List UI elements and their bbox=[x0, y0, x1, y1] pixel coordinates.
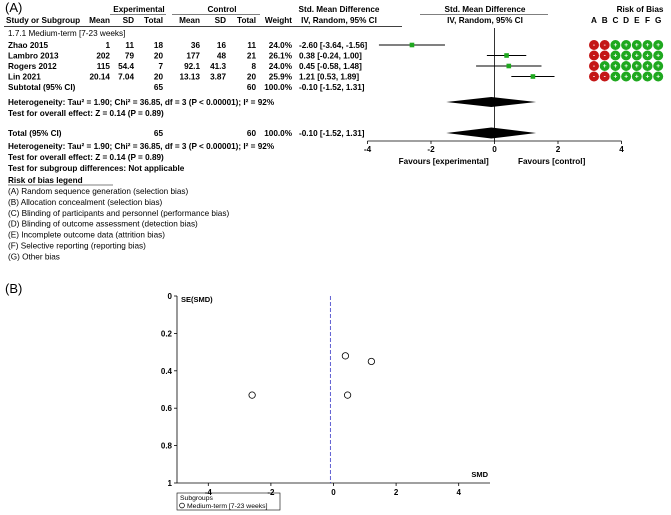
heterogeneity-total: Heterogeneity: Tau² = 1.90; Chi² = 36.85, df = 3 (P < 0.00001); I² = 92% bbox=[8, 142, 275, 151]
study-ctl-total: 20 bbox=[246, 72, 256, 82]
header-ctl-total: Total bbox=[237, 16, 256, 25]
bias-symbol: + bbox=[624, 52, 628, 60]
header-smd-left: Std. Mean Difference bbox=[298, 5, 380, 14]
header-risk-of-bias: Risk of Bias bbox=[616, 5, 664, 14]
bias-symbol: + bbox=[656, 42, 661, 50]
study-weight: 24.0% bbox=[268, 41, 292, 50]
funnel-legend-title: Subgroups bbox=[180, 495, 213, 502]
study-exp-total: 18 bbox=[153, 41, 163, 50]
favours-control-label: Favours [control] bbox=[517, 157, 586, 166]
study-exp-mean: 1 bbox=[105, 41, 110, 50]
funnel-legend-marker bbox=[180, 503, 185, 508]
study-name: Zhao 2015 bbox=[8, 41, 49, 50]
total-label: Total (95% CI) bbox=[8, 129, 62, 138]
subgroup-title: 1.7.1 Medium-term [7-23 weeks] bbox=[8, 29, 126, 38]
study-ctl-total: 21 bbox=[246, 51, 256, 61]
subtotal-exp-total: 65 bbox=[153, 83, 163, 92]
total-weight: 100.0% bbox=[264, 129, 292, 138]
study-exp-mean: 20.14 bbox=[89, 72, 110, 82]
bias-symbol: + bbox=[613, 73, 618, 81]
total-exp-total: 65 bbox=[153, 129, 163, 138]
funnel-x-tick-label: 0 bbox=[331, 488, 336, 497]
overall-effect-total: Test for overall effect: Z = 0.14 (P = 0.89) bbox=[8, 153, 164, 162]
bias-symbol: + bbox=[624, 42, 628, 50]
study-exp-sd: 54.4 bbox=[118, 62, 134, 71]
study-ci: 0.38 [-0.24, 1.00] bbox=[299, 51, 362, 61]
overall-effect-subtotal: Test for overall effect: Z = 0.14 (P = 0.89) bbox=[8, 109, 164, 118]
bias-letter-D: D bbox=[623, 16, 630, 25]
risk-of-bias-legend-item: (B) Allocation concealment (selection bias) bbox=[8, 197, 163, 207]
bias-letter-G: G bbox=[655, 16, 662, 25]
funnel-point bbox=[342, 353, 348, 359]
bias-symbol: + bbox=[613, 63, 618, 71]
study-ci: 0.45 [-0.58, 1.48] bbox=[299, 62, 362, 71]
study-exp-mean: 115 bbox=[96, 62, 110, 71]
study-ci: 1.21 [0.53, 1.89] bbox=[299, 72, 360, 82]
forest-x-tick-label: -4 bbox=[363, 145, 372, 154]
bias-symbol: + bbox=[656, 52, 661, 60]
funnel-y-tick-label: 0.2 bbox=[160, 329, 172, 339]
subgroup-differences: Test for subgroup differences: Not applicable bbox=[8, 164, 185, 173]
funnel-y-tick-label: 1 bbox=[167, 479, 172, 488]
header-method-right: IV, Random, 95% CI bbox=[447, 16, 523, 25]
total-ctl-total: 60 bbox=[246, 129, 256, 138]
funnel-y-tick-label: 0.4 bbox=[160, 366, 172, 376]
bias-symbol: + bbox=[634, 73, 639, 81]
bias-symbol: + bbox=[624, 63, 628, 71]
bias-symbol: + bbox=[645, 73, 650, 81]
bias-symbol: - bbox=[592, 42, 596, 50]
panel-a-label: (A) bbox=[5, 0, 23, 15]
funnel-x-tick-label: -2 bbox=[267, 488, 275, 497]
bias-letter-E: E bbox=[634, 16, 640, 25]
header-exp-total: Total bbox=[144, 16, 163, 25]
funnel-x-tick-label: 4 bbox=[456, 488, 461, 497]
study-weight: 24.0% bbox=[268, 62, 292, 71]
bias-symbol: - bbox=[592, 63, 596, 71]
bias-letter-A: A bbox=[591, 16, 597, 25]
funnel-point bbox=[249, 392, 255, 398]
study-exp-mean: 202 bbox=[96, 51, 110, 61]
bias-symbol: + bbox=[602, 63, 607, 71]
study-exp-sd: 79 bbox=[124, 51, 134, 61]
study-name: Rogers 2012 bbox=[8, 62, 57, 71]
header-exp-mean: Mean bbox=[89, 16, 110, 25]
forest-x-tick-label: 4 bbox=[619, 145, 624, 154]
bias-symbol: + bbox=[613, 52, 618, 60]
total-ci: -0.10 [-1.52, 1.31] bbox=[299, 129, 365, 138]
risk-of-bias-legend-item: (F) Selective reporting (reporting bias) bbox=[8, 241, 146, 251]
header-exp-sd: SD bbox=[122, 16, 134, 25]
funnel-y-tick-label: 0 bbox=[167, 292, 172, 301]
funnel-point bbox=[368, 358, 374, 364]
header-smd-right: Std. Mean Difference bbox=[444, 5, 526, 14]
header-ctl-mean: Mean bbox=[179, 16, 200, 25]
forest-x-tick-label: -2 bbox=[427, 145, 435, 154]
header-experimental: Experimental bbox=[113, 5, 165, 14]
study-ctl-sd: 3.87 bbox=[210, 72, 226, 82]
bias-symbol: + bbox=[656, 63, 661, 71]
bias-letter-C: C bbox=[612, 16, 619, 25]
study-exp-total: 20 bbox=[153, 72, 163, 82]
study-ctl-mean: 92.1 bbox=[184, 62, 200, 71]
bias-symbol: - bbox=[603, 52, 606, 60]
risk-of-bias-legend-item: (E) Incomplete outcome data (attrition bias) bbox=[8, 230, 165, 240]
bias-symbol: - bbox=[603, 73, 606, 81]
bias-symbol: - bbox=[592, 52, 596, 60]
favours-experimental-label: Favours [experimental] bbox=[398, 157, 489, 166]
study-weight: 26.1% bbox=[268, 51, 292, 61]
subtotal-weight: 100.0% bbox=[264, 83, 292, 92]
study-exp-sd: 11 bbox=[125, 41, 134, 50]
header-weight: Weight bbox=[264, 16, 292, 25]
forest-x-tick-label: 0 bbox=[492, 145, 497, 154]
funnel-x-axis-label: SMD bbox=[471, 470, 488, 479]
study-name: Lin 2021 bbox=[8, 72, 41, 82]
bias-symbol: - bbox=[592, 73, 596, 81]
heterogeneity-subtotal: Heterogeneity: Tau² = 1.90; Chi² = 36.85, df = 3 (P < 0.00001); I² = 92% bbox=[8, 98, 275, 107]
study-ctl-sd: 41.3 bbox=[210, 62, 226, 71]
study-ci: -2.60 [-3.64, -1.56] bbox=[299, 41, 368, 50]
bias-symbol: + bbox=[656, 73, 661, 81]
bias-symbol: - bbox=[603, 42, 606, 50]
study-ctl-sd: 48 bbox=[216, 51, 226, 61]
study-ctl-total: 11 bbox=[247, 41, 256, 50]
risk-of-bias-legend-item: (C) Blinding of participants and personnel (performance bias) bbox=[8, 208, 230, 218]
study-weight: 25.9% bbox=[268, 72, 292, 82]
header-method-left: IV, Random, 95% CI bbox=[301, 16, 377, 25]
study-exp-total: 20 bbox=[153, 51, 163, 61]
forest-x-tick-label: 2 bbox=[555, 145, 561, 154]
funnel-point bbox=[344, 392, 350, 398]
risk-of-bias-legend-item: (G) Other bias bbox=[8, 252, 60, 262]
study-ctl-mean: 36 bbox=[190, 41, 200, 50]
bias-symbol: + bbox=[613, 42, 618, 50]
risk-of-bias-legend-item: (A) Random sequence generation (selection bias) bbox=[8, 187, 189, 196]
study-ctl-sd: 16 bbox=[216, 41, 226, 50]
header-control: Control bbox=[207, 5, 237, 14]
subtotal-label: Subtotal (95% CI) bbox=[8, 83, 76, 92]
study-exp-total: 7 bbox=[158, 62, 163, 71]
header-study: Study or Subgroup bbox=[6, 16, 81, 25]
bias-symbol: + bbox=[634, 52, 639, 60]
bias-symbol: + bbox=[645, 42, 650, 50]
funnel-y-axis-label: SE(SMD) bbox=[181, 295, 213, 304]
panel-b-label: (B) bbox=[5, 281, 23, 296]
bias-letter-F: F bbox=[644, 16, 651, 25]
bias-letter-B: B bbox=[601, 16, 608, 25]
bias-symbol: + bbox=[645, 52, 650, 60]
funnel-x-tick-label: -4 bbox=[204, 488, 212, 497]
funnel-y-tick-label: 0.6 bbox=[160, 404, 172, 414]
subtotal-ci: -0.10 [-1.52, 1.31] bbox=[299, 83, 365, 92]
study-ctl-mean: 177 bbox=[186, 51, 200, 61]
risk-of-bias-legend-item: (D) Blinding of outcome assessment (detection bias) bbox=[8, 219, 198, 229]
funnel-x-tick-label: 2 bbox=[393, 488, 399, 497]
bias-symbol: + bbox=[634, 42, 639, 50]
funnel-legend-entry: Medium-term [7-23 weeks] bbox=[187, 503, 268, 510]
study-name: Lambro 2013 bbox=[8, 51, 59, 61]
study-ctl-total: 8 bbox=[251, 62, 256, 71]
bias-symbol: + bbox=[645, 63, 650, 71]
header-ctl-sd: SD bbox=[214, 16, 226, 25]
funnel-y-tick-label: 0.8 bbox=[160, 441, 172, 451]
risk-of-bias-legend-title: Risk of bias legend bbox=[8, 176, 83, 185]
bias-symbol: + bbox=[624, 73, 628, 81]
study-ctl-mean: 13.13 bbox=[179, 72, 200, 82]
subtotal-ctl-total: 60 bbox=[246, 83, 256, 92]
bias-symbol: + bbox=[634, 63, 639, 71]
study-exp-sd: 7.04 bbox=[118, 72, 134, 82]
